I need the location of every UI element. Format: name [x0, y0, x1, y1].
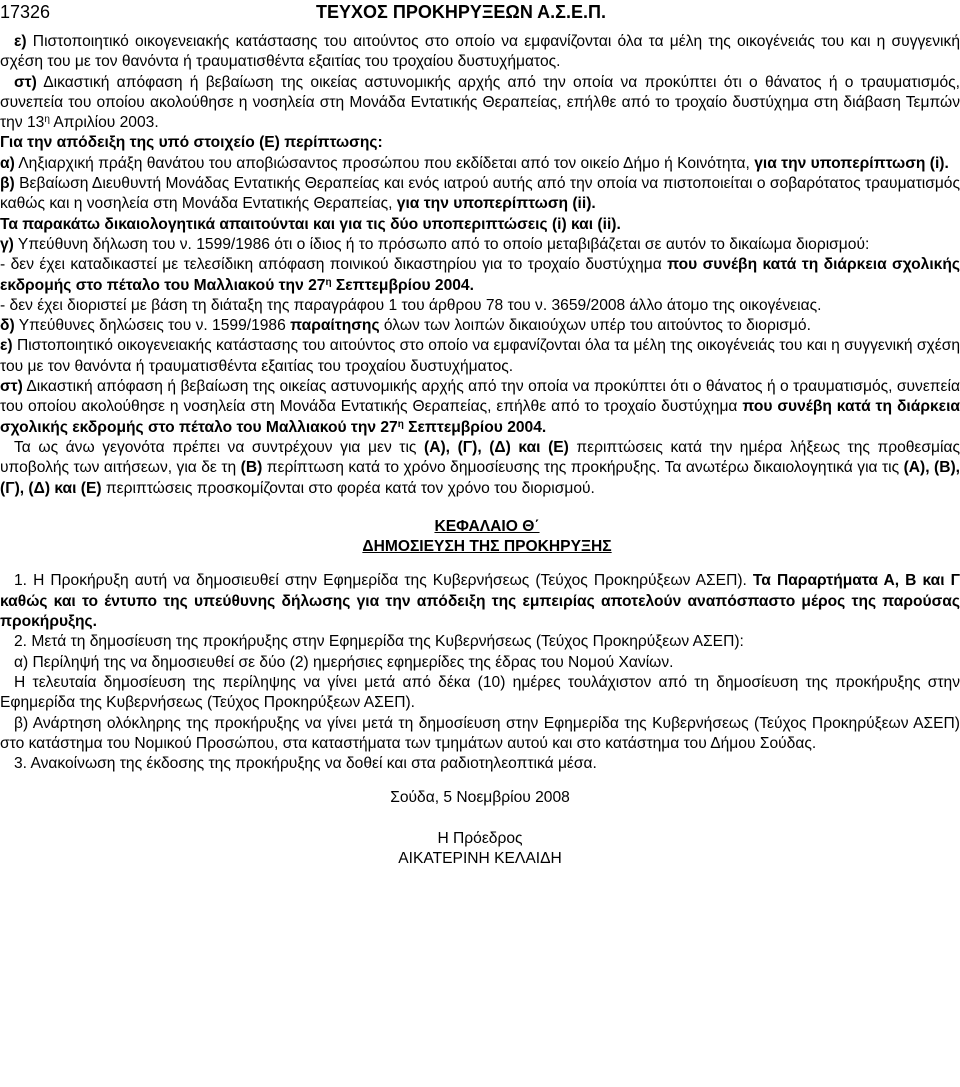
paragraph-not-convicted: - δεν έχει καταδικαστεί με τελεσίδικη απόφαση ποινικού δικαστηρίου για το τροχαίο δυστύχημα που συνέβη κατά τη διάρκεια σχολικής εκδρομής στο πέταλο του Μαλλιακού την $27^\eta$ Σεπτεμβρίου 2004. — [0, 256, 960, 294]
paragraph-publication-1: 1. Η Προκήρυξη αυτή να δημοσιευθεί στην Εφημερίδα της Κυβερνήσεως (Τεύχος Προκηρύξεων ΑΣΕΠ). Τα Παραρτήματα Α, Β και Γ καθώς και το έντυπο της υπεύθυνης δήλωσης για την απόδειξη της εμπειρίας αποτελούν αναπόσπαστο μέρος της παρούσας προκήρυξης. — [0, 572, 960, 631]
paragraph-st-court-decision-2: στ) Δικαστική απόφαση ή βεβαίωση της οικείας αστυνομικής αρχής από την οποία να προκύπτει ότι ο θάνατος ή ο τραυματισμός, συνεπεία του οποίου ακολούθησε η νοσηλεία στη Μονάδα Εντατικής Θεραπείας, επήλθε από το τροχαίο δυστύχημα που συνέβη κατά τη διάρκεια σχολικής εκδρομής στο πέταλο του Μαλλιακού την $27^\eta$ Σεπτεμβρίου 2004. — [0, 378, 960, 436]
signature-place-date: Σούδα, 5 Νοεμβρίου 2008 — [390, 789, 570, 807]
page-header — [0, 2, 960, 24]
paragraph-media-announcement: 3. Ανακοίνωση της έκδοσης της προκήρυξης να δοθεί και στα ραδιοτηλεοπτικά μέσα. — [14, 755, 597, 773]
paragraph-summary-newspapers: α) Περίληψή της να δημοσιευθεί σε δύο (2) ημερήσιες εφημερίδες της έδρας του Νομού Χανίων. — [14, 653, 674, 671]
paragraph-publication-2: 2. Μετά τη δημοσίευση της προκήρυξης στην Εφημερίδα της Κυβερνήσεως (Τεύχος Προκηρύξεων ΑΣΕΠ): — [14, 633, 744, 651]
chapter-title: ΚΕΦΑΛΑΙΟ Θ΄ — [434, 517, 540, 535]
paragraph-d-waiver: δ) Υπεύθυνες δηλώσεις του ν. 1599/1986 παραίτησης όλων των λοιπών δικαιούχων υπέρ του αιτούντος το διορισμό. — [0, 317, 811, 335]
document-body — [0, 32, 960, 869]
paragraph-e-certificate-2: ε) Πιστοποιητικό οικογενειακής κατάστασης του αιτούντος στο οποίο να εμφανίζονται όλα τα μέλη της οικογένειάς του και η συγγενική σχέση του με τον θανόντα ή τραυματισθέντα εξαιτίας του τροχαίου δυστυχήματος. — [0, 337, 960, 375]
signature-name: ΑΙΚΑΤΕΡΙΝΗ ΚΕΛΑΙΔΗ — [398, 849, 562, 867]
paragraph-posting: β) Ανάρτηση ολόκληρης της προκήρυξης να γίνει μετά τη δημοσίευση στην Εφημερίδα της Κυβερνήσεως (Τεύχος Προκηρύξεων ΑΣΕΠ) στο κατάστημα του Νομικού Προσώπου, στα καταστήματα των τμημάτων αυτού και στο κατάστημα του Δήμου Σούδας. — [0, 714, 960, 752]
paragraph-st-court-decision: στ) Δικαστική απόφαση ή βεβαίωση της οικείας αστυνομικής αρχής από την οποία να προκύπτει ότι ο θάνατος ή ο τραυματισμός, συνεπεία του οποίου ακολούθησε η νοσηλεία στη Μονάδα Εντατικής Θεραπείας, επήλθε από το τροχαίο δυστύχημα στη διάβαση Τεμπών την $13^\eta$ Απριλίου 2003. — [0, 73, 960, 132]
paragraph-not-appointed: - δεν έχει διοριστεί με βάση τη διάταξη της παραγράφου 1 του άρθρου 78 του ν. 3659/2008 άλλο άτομο της οικογένειας. — [0, 296, 822, 314]
section-heading-case-e: Για την απόδειξη της υπό στοιχείο (Ε) περίπτωσης: — [0, 134, 383, 152]
paragraph-last-publication: Η τελευταία δημοσίευση της περίληψης να γίνει μετά από δέκα (10) ημέρες τουλάχιστον από τη δημοσίευση της προκήρυξης στην Εφημερίδα της Κυβερνήσεως (Τεύχος Προκηρύξεων ΑΣΕΠ). — [0, 673, 960, 712]
paragraph-c-solemn-declaration: γ) Υπεύθυνη δήλωση του ν. 1599/1986 ότι ο ίδιος ή το πρόσωπο από το οποίο μεταβιβάζεται σε αυτόν το δικαίωμα διορισμού: — [0, 235, 870, 253]
chapter-subtitle: ΔΗΜΟΣΙΕΥΣΗ ΤΗΣ ΠΡΟΚΗΡΥΞΗΣ — [362, 538, 612, 556]
signature-role: Η Πρόεδρος — [437, 829, 523, 847]
paragraph-b-icu-certificate: β) Βεβαίωση Διευθυντή Μονάδας Εντατικής Θεραπείας και ενός ιατρού αυτής από την οποία να πιστοποιείται ο σοβαρότατος τραυματισμός καθώς και η νοσηλεία στη Μονάδα Εντατικής Θεραπείας, για την υποπερίπτωση (ii). — [0, 175, 960, 213]
paragraph-conditions-timing: Τα ως άνω γεγονότα πρέπει να συντρέχουν για μεν τις (Α), (Γ), (Δ) και (Ε) περιπτώσεις κατά την ημέρα λήξεως της προθεσμίας υποβολής των αιτήσεων, για δε τη (Β) περίπτωση κατά το χρόνο δημοσίευσης της προκήρυξης. Τα ανωτέρω δικαιολογητικά για τις (Α), (Β), (Γ), (Δ) και (Ε) περιπτώσεις προσκομίζονται στο φορέα κατά τον χρόνο του διορισμού. — [0, 438, 960, 497]
paragraph-e-certificate: ε) Πιστοποιητικό οικογενειακής κατάστασης του αιτούντος στο οποίο να εμφανίζονται όλα τα μέλη της οικογένειάς του και η συγγενική σχέση του με τον θανόντα ή τραυματισθέντα εξαιτίας του τροχαίου δυστυχήματος. — [0, 33, 960, 71]
issue-title: ΤΕΥΧΟΣ ΠΡΟΚΗΡΥΞΕΩΝ Α.Σ.Ε.Π. — [316, 2, 606, 22]
paragraph-common-requirements: Τα παρακάτω δικαιολογητικά απαιτούνται και για τις δύο υποπεριπτώσεις (i) και (ii). — [0, 215, 621, 233]
page-number: 17326 — [0, 2, 51, 22]
paragraph-a-death-record: α) Ληξιαρχική πράξη θανάτου του αποβιώσαντος προσώπου που εκδίδεται από τον οικείο Δήμο ή Κοινότητα, για την υποπερίπτωση (i). — [0, 154, 949, 172]
